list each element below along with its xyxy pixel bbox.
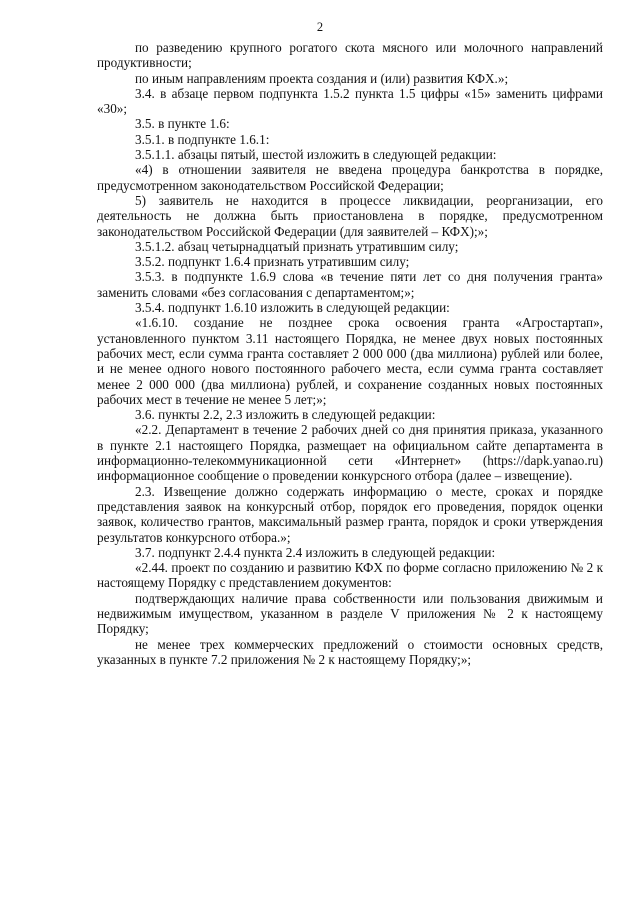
- paragraph: 3.4. в абзаце первом подпункта 1.5.2 пункта 1.5 цифры «15» заменить цифрами «30»;: [97, 85, 603, 117]
- paragraph: 5) заявитель не находится в процессе ликвидации, реорганизации, его деятельность не должна быть приостановлена в порядке, предусмотренном законодательством Российской Федерации (для заявителей – КФХ);»;: [97, 192, 603, 239]
- paragraph: 3.5.1.2. абзац четырнадцатый признать утратившим силу;: [135, 238, 459, 254]
- paragraph: 3.5.1.1. абзацы пятый, шестой изложить в следующей редакции:: [135, 147, 497, 163]
- paragraph: по разведению крупного рогатого скота мясного или молочного направлений продуктивности;: [97, 40, 603, 71]
- document-body: [97, 40, 603, 667]
- paragraph: «2.44. проект по созданию и развитию КФХ по форме согласно приложению № 2 к настоящему Порядку с представлением документов:: [97, 560, 603, 591]
- paragraph: 3.5. в пункте 1.6:: [135, 116, 230, 132]
- paragraph: подтверждающих наличие права собственности или пользования движимым и недвижимым имуществом, указанном в разделе V приложения № 2 к настоящему Порядку;: [97, 590, 603, 637]
- paragraph: 3.6. пункты 2.2, 2.3 изложить в следующей редакции:: [135, 407, 436, 423]
- paragraph: 3.5.1. в подпункте 1.6.1:: [135, 131, 270, 147]
- paragraph: по иным направлениям проекта создания и (или) развития КФХ.»;: [135, 70, 509, 86]
- paragraph: «4) в отношении заявителя не введена процедура банкротства в порядке, предусмотренном законодательством Российской Федерации;: [97, 162, 603, 193]
- paragraph: «1.6.10. создание не позднее срока освоения гранта «Агростартап», установленного пунктом 3.11 настоящего Порядка, не менее двух новых постоянных рабочих мест, если сумма гранта составляет 2 000 000 (два миллиона) рублей или более, и не менее одного нового постоянного рабочего места, если сумма гранта составляет менее 2 000 000 (два миллиона) рублей, и сохранение созданных новых постоянных рабочих мест в течение не менее 5 лет;»;: [97, 315, 603, 407]
- paragraph: 3.5.2. подпункт 1.6.4 признать утратившим силу;: [135, 254, 410, 270]
- paragraph: 2.3. Извещение должно содержать информацию о месте, сроках и порядке представления заявок на конкурсный отбор, порядок его проведения, порядок оценки заявок, количество грантов, максимальный размер гранта, порядок и сроки утверждения результатов конкурсного отбора.»;: [97, 483, 603, 545]
- paragraph: 3.7. подпункт 2.4.4 пункта 2.4 изложить в следующей редакции:: [135, 544, 496, 560]
- page-number: 2: [316, 20, 324, 34]
- paragraph: не менее трех коммерческих предложений о стоимости основных средств, указанных в пункте 7.2 приложения № 2 к настоящему Порядку;»;: [97, 636, 603, 667]
- paragraph: 3.5.3. в подпункте 1.6.9 слова «в течение пяти лет со дня получения гранта» заменить словами «без согласования с департаментом;»;: [97, 269, 603, 300]
- paragraph: 3.5.4. подпункт 1.6.10 изложить в следующей редакции:: [135, 300, 450, 316]
- paragraph: «2.2. Департамент в течение 2 рабочих дней со дня принятия приказа, указанного в пункте 2.1 настоящего Порядка, размещает на официальном сайте департамента в информационно-телекоммуникационной сети «Интернет» (https://dapk.yanao.ru) информационное сообщение о проведении конкурсного отбора (далее – извещение).: [97, 422, 603, 484]
